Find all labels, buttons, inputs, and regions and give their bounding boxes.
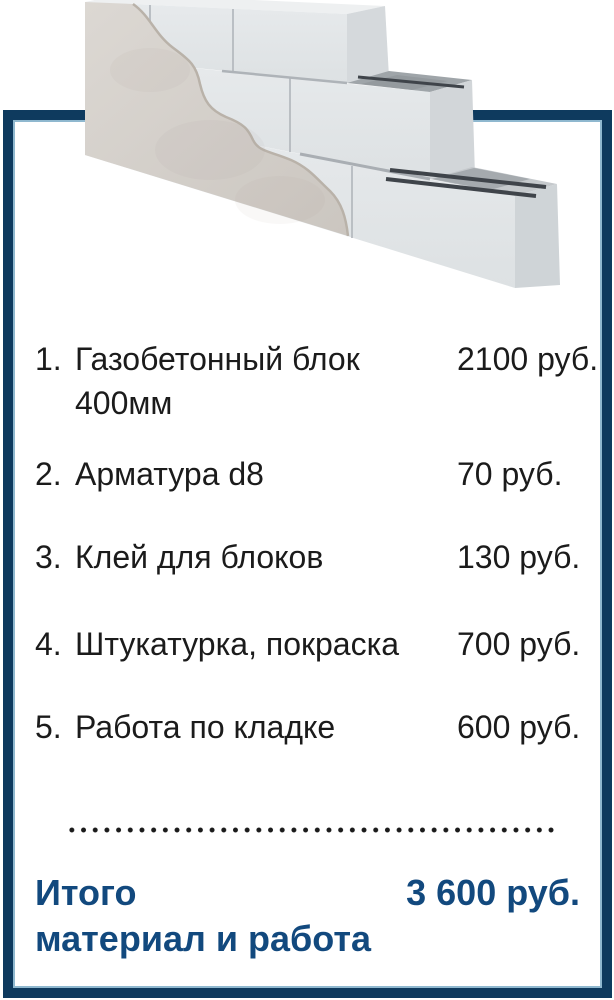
list-item <box>35 337 599 425</box>
item-label: Работа по кладке <box>75 709 336 745</box>
item-label: Клей для блоков <box>75 539 324 575</box>
item-number: 3. <box>35 539 62 575</box>
item-price: 130 руб. <box>457 539 581 575</box>
aerated-concrete-wall-image <box>0 0 614 300</box>
item-price: 70 руб. <box>457 456 563 492</box>
item-price: 600 руб. <box>457 709 581 745</box>
list-item <box>35 535 584 579</box>
total-value: 3 600 руб. <box>406 872 580 913</box>
total-label: Итого материал и работа <box>35 872 371 959</box>
item-price: 2100 руб. <box>457 341 599 377</box>
item-label: Арматура d8 <box>75 456 264 492</box>
item-number: 1. <box>35 341 62 377</box>
item-price: 700 руб. <box>457 626 581 662</box>
item-label: Газобетонный блок 400мм <box>75 341 360 421</box>
item-number: 4. <box>35 626 62 662</box>
dotted-divider <box>66 824 558 836</box>
list-item <box>35 705 584 749</box>
item-number: 2. <box>35 456 62 492</box>
list-item <box>35 622 584 666</box>
list-item <box>35 452 584 496</box>
item-label: Штукатурка, покраска <box>75 626 400 662</box>
item-number: 5. <box>35 709 62 745</box>
